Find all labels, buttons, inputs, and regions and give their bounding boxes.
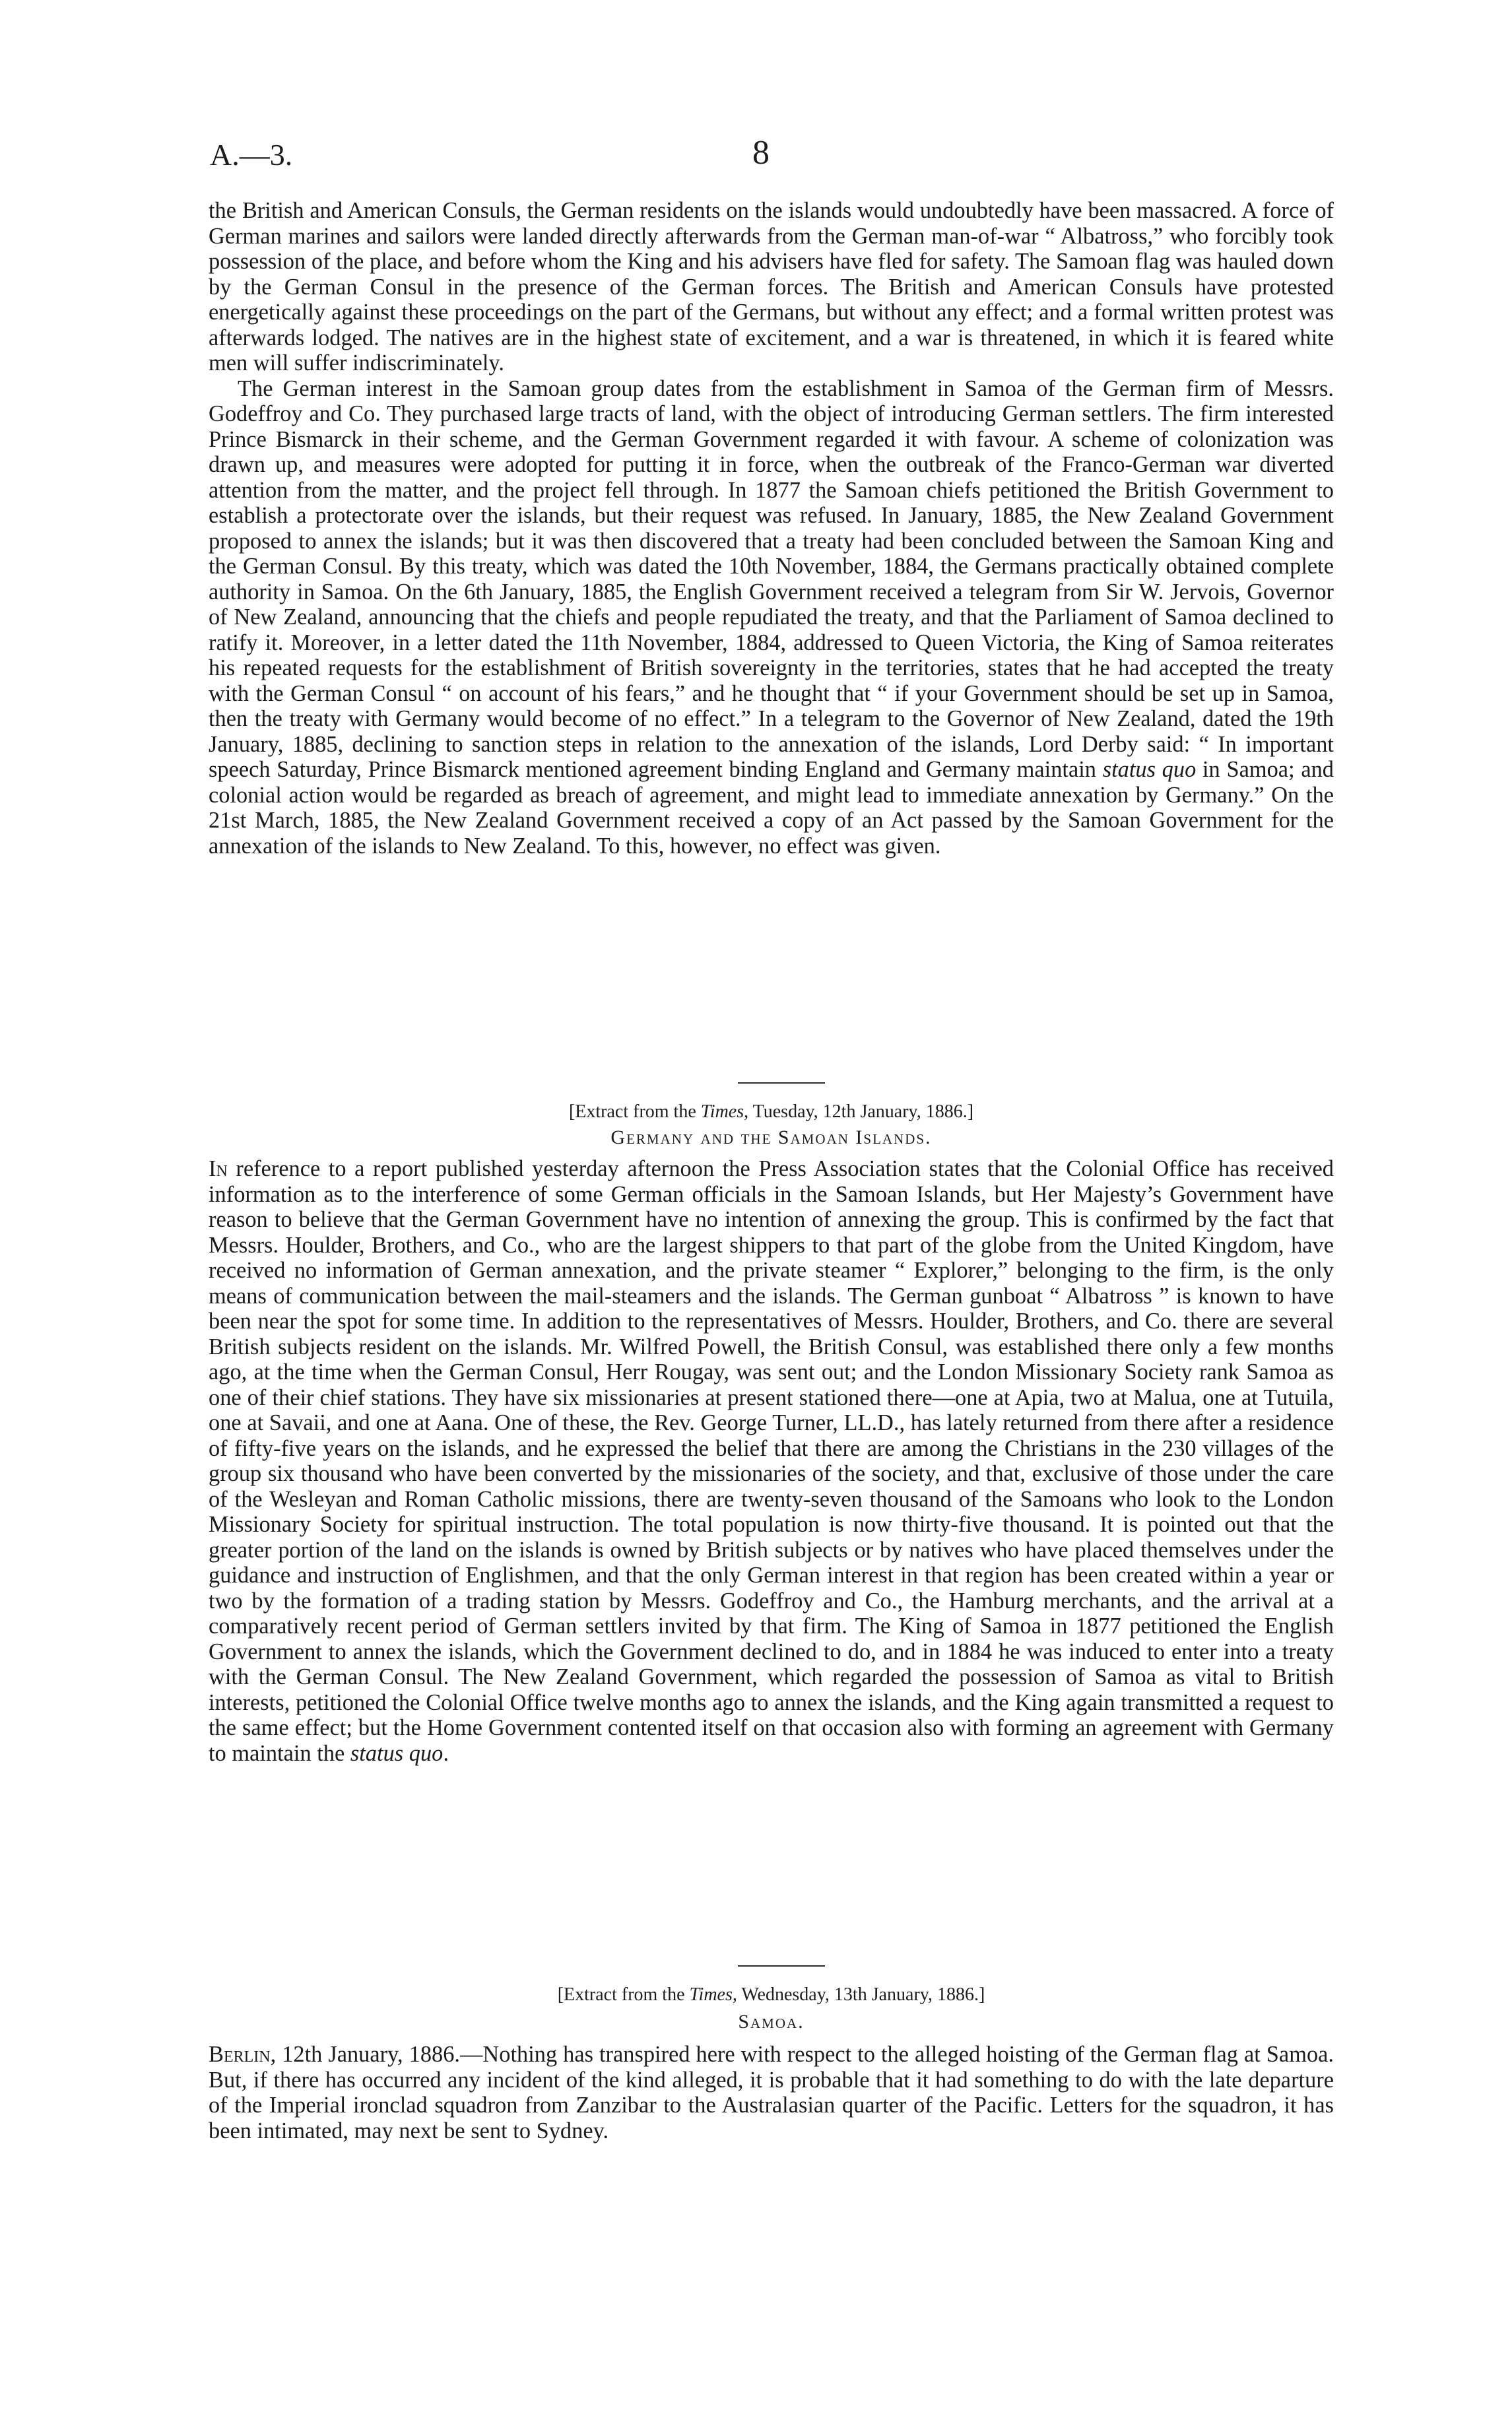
section-divider xyxy=(738,1082,825,1084)
citation-newspaper: Times xyxy=(689,1984,733,2005)
article-heading: Samoa. xyxy=(738,2011,805,2033)
section-divider xyxy=(738,1965,825,1967)
citation-prefix: [Extract from the xyxy=(557,1984,685,2005)
period: . xyxy=(443,1740,449,1766)
drop-word: In xyxy=(209,1156,228,1181)
article-heading: Germany and the Samoan Islands. xyxy=(610,1126,932,1148)
paragraph-text: reference to a report published yesterday afternoon the Press Association states that the Colonial Office has received information as to the interference of some German officials in the Samoan Islands, but Her Majesty’s Government have reason to believe that the German Government have no intention of annexing the group. This is confirmed by the fact that Messrs. Houlder, Brothers, and Co., who are the largest shippers to that part of the globe from the United Kingdom, have received no information of German annexation, and the private steamer “ Explorer,” belonging to the firm, is the only means of communication between the mail-steamers and the islands. The German gunboat “ Albatross ” is known to have been near the spot for some time. In addition to the representatives of Messrs. Houlder, Brothers, and Co. there are several British subjects resident on the islands. Mr. Wilfred Powell, the British Consul, was established there only a few months ago, at the time when the German Consul, Herr Rougay, was sent out; and the London Missionary Society rank Samoa as one of their chief stations. They have six missionaries at present stationed there—one at Apia, two at Malua, one at Tutuila, one at Savaii, and one at Aana. One of these, the Rev. George Turner, LL.D., has lately returned from there after a residence of fifty-five years on the islands, and he expressed the belief that there are among the Christians in the 230 villages of the group six thousand who have been converted by the missionaries of the society, and that, exclusive of those under the care of the Wesleyan and Roman Catholic missions, there are twenty-seven thousand of the Samoans who look to the London Missionary Society for spiritual instruction. The total population is now thirty-five thousand. It is pointed out that the greater portion of the land on the islands is owned by British subjects or by natives who have placed themselves under the guidance and instruction of Englishmen, and that the only German interest in that region has been created within a year or two by the formation of a trading station by Messrs. Godeffroy and Co., the Hamburg merchants, and the arrival at a comparatively recent period of German settlers invited by that firm. The King of Samoa in 1877 petitioned the English Government to annex the islands, which the Government declined to do, and in 1884 he was induced to enter into a treaty with the German Consul. The New Zealand Government, which regarded the possession of Samoa as vital to British interests, petitioned the Colonial Office twelve months ago to annex the islands, and the King again transmitted a request to the same effect; but the Home Government contented itself on that occasion also with forming an agreement with Germany to maintain the xyxy=(209,1156,1334,1766)
citation-prefix: [Extract from the xyxy=(568,1101,696,1122)
paragraph-text: in Samoa; and colonial action would be regarded as breach of agreement, and might lead to immediate annexation by Germany.” On the 21st March, 1885, the New Zealand Government received a copy of an Act passed by the Samoan Government for the annexation of the islands to New Zealand. To this, however, no effect was given. xyxy=(209,757,1334,859)
article-germany-samoa xyxy=(209,1156,1334,1766)
italic-phrase: status quo xyxy=(1102,757,1197,782)
extract-citation xyxy=(209,1984,1334,2006)
article-paragraph xyxy=(209,1156,1334,1766)
document-code: A.—3. xyxy=(210,138,293,172)
dateline-city: Berlin xyxy=(209,2042,271,2067)
article-samoa xyxy=(209,2042,1334,2143)
citation-date: , Wednesday, 13th January, 1886.] xyxy=(732,1984,985,2005)
section-continued-text xyxy=(209,198,1334,859)
paragraph-text: The German interest in the Samoan group dates from the establishment in Samoa of the German firm of Messrs. Godeffroy and Co. They purchased large tracts of land, with the object of introducing German settlers. The firm interested Prince Bismarck in their scheme, and the German Government regarded it with favour. A scheme of colonization was drawn up, and measures were adopted for putting it in force, when the outbreak of the Franco-German war diverted attention from the matter, and the project fell through. In 1877 the Samoan chiefs petitioned the British Government to establish a protectorate over the islands, but their request was refused. In January, 1885, the New Zealand Government proposed to annex the islands; but it was then discovered that a treaty had been concluded between the Samoan King and the German Consul. By this treaty, which was dated the 10th November, 1884, the Germans practically obtained complete authority in Samoa. On the 6th January, 1885, the English Government received a telegram from Sir W. Jervois, Governor of New Zealand, announcing that the chiefs and people repudiated the treaty, and that the Parliament of Samoa declined to ratify it. Moreover, in a letter dated the 11th November, 1884, addressed to Queen Victoria, the King of Samoa reiterates his repeated requests for the establishment of British sovereignty in the territories, states that he had accepted the treaty with the German Consul “ on account of his fears,” and he thought that “ if your Government should be set up in Samoa, then the treaty with Germany would become of no effect.” In a telegram to the Governor of New Zealand, dated the 19th January, 1885, declining to sanction steps in relation to the annexation of the islands, Lord Derby said: “ In important speech Saturday, Prince Bismarck mentioned agreement binding England and Germany maintain xyxy=(209,375,1334,782)
extract-citation xyxy=(209,1101,1334,1123)
paragraph-german-interest xyxy=(209,376,1334,859)
paragraph-consuls-protest: the British and American Consuls, the German residents on the islands would undoubtedly have been massacred. A force of German marines and sailors were landed directly afterwards from the German man-of-war “ Albatross,” who forcibly took possession of the place, and before whom the King and his advisers have fled for safety. The Samoan flag was hauled down by the German Consul in the presence of the German forces. The British and American Consuls have protested energetically against these proceedings on the part of the Germans, but without any effect; and a formal written protest was afterwards lodged. The natives are in the highest state of excitement, and a war is threatened, in which it is feared white men will suffer indiscriminately. xyxy=(209,198,1334,375)
citation-newspaper: Times xyxy=(700,1101,744,1122)
page-number: 8 xyxy=(752,134,770,172)
paragraph-text: , 12th January, 1886.—Nothing has transpired here with respect to the alleged hoisting of the German flag at Samoa. But, if there has occurred any incident of the kind alleged, it is probable that it had something to do with the late departure of the Imperial ironclad squadron from Zanzibar to the Australasian quarter of the Pacific. Letters for the squadron, it has been intimated, may next be sent to Sydney. xyxy=(209,2042,1334,2143)
italic-phrase: status quo xyxy=(350,1740,444,1766)
article-paragraph xyxy=(209,2042,1334,2143)
citation-date: , Tuesday, 12th January, 1886.] xyxy=(744,1101,974,1122)
